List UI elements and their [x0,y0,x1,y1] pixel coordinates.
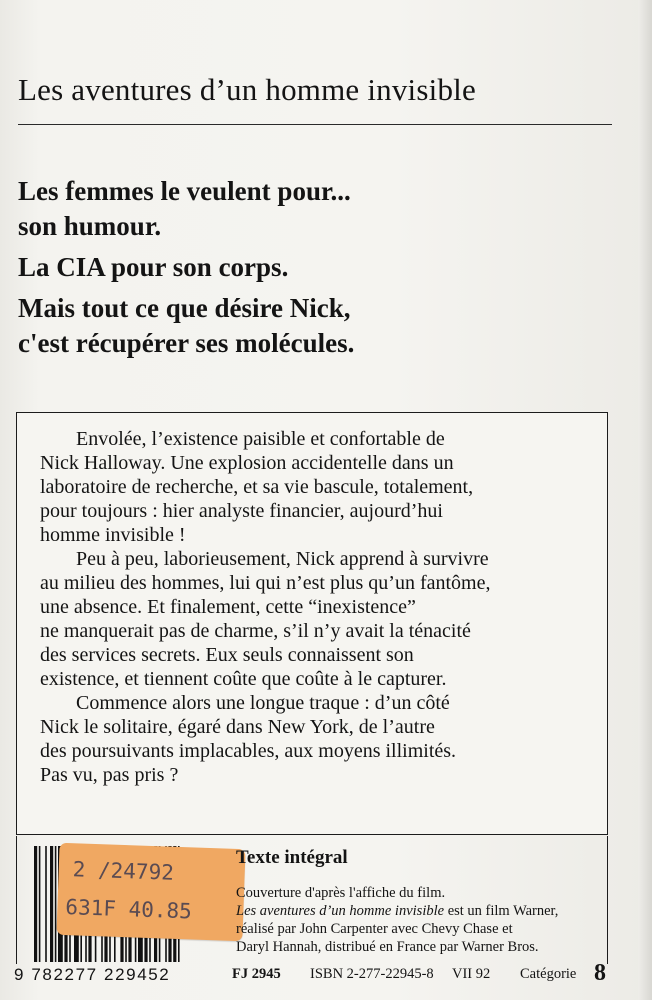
title-rule [18,124,612,125]
category-label: Catégorie [520,966,577,982]
footer [232,960,616,988]
summary-line: laboratoire de recherche, et sa vie bascule, totalement, [40,476,474,498]
credits-line-rest: est un film Warner, [444,903,559,919]
isbn: ISBN 2-277-22945-8 [310,966,434,982]
summary-line: Nick Halloway. Une explosion accidentelle dans un [40,452,454,474]
tagline-block [18,174,618,244]
barcode-bar [50,846,53,962]
tagline-line: La CIA pour son corps. [18,252,289,282]
summary-line: homme invisible ! [40,524,186,546]
summary-text [40,427,610,787]
summary-line: des poursuivants implacables, aux moyens illimités. [40,740,457,762]
tagline-line: son humour. [18,211,162,241]
tagline-block [18,291,618,361]
series-code: FJ 2945 [232,966,281,982]
credits-line [236,902,616,920]
tagline-line: Les femmes le veulent pour... [18,176,351,206]
summary-line: des services secrets. Eux seuls connaissent son [40,644,414,666]
category-value: 8 [594,960,606,986]
barcode-digits: 9 782277 229452 [14,965,171,984]
credits-line: réalisé par John Carpenter avec Chevy Chase et [236,921,513,937]
summary-line: Envolée, l’existence paisible et confortable de [76,428,445,450]
tagline [18,174,618,367]
summary-line: existence, et tiennent coûte que coûte à le capturer. [40,668,447,690]
tagline-line: c'est récupérer ses molécules. [18,328,355,358]
barcode-bar [34,846,37,962]
credits-title: Texte intégral [236,847,348,868]
summary-line: Nick le solitaire, égaré dans New York, de l’autre [40,716,435,738]
summary-line: au milieu des hommes, lui qui n’est plus qu’un fantôme, [40,572,491,594]
summary-line: Pas vu, pas pris ? [40,764,179,786]
barcode-bar [39,846,41,962]
sticker-line-1: 2 /24792 [72,857,175,885]
credits-line: Daryl Hannah, distribué en France par Warner Bros. [236,939,539,955]
book-title: Les aventures d’un homme invisible [18,72,476,107]
summary-line: pour toujours : hier analyste financier, aujourd’hui [40,500,443,522]
credits-line: Couverture d'après l'affiche du film. [236,885,446,901]
tagline-block [18,250,618,285]
price-sticker [56,843,245,941]
film-title: Les aventures d’un homme invisible [236,903,445,919]
tagline-line: Mais tout ce que désire Nick, [18,293,351,323]
credits-text [236,884,616,956]
sticker-line-2: 631F 40.85 [65,895,193,924]
summary-line: ne manquerait pas de charme, s’il n’y avait la ténacité [40,620,471,642]
cover-edge [638,0,652,1000]
summary-line: Commence alors une longue traque : d’un côté [76,692,450,714]
summary-line: une absence. Et finalement, cette “inexistence” [40,596,416,618]
summary-line: Peu à peu, laborieusement, Nick apprend à survivre [76,548,489,570]
barcode-bar [55,846,57,962]
print-date: VII 92 [452,966,491,982]
barcode-bar [45,846,47,962]
